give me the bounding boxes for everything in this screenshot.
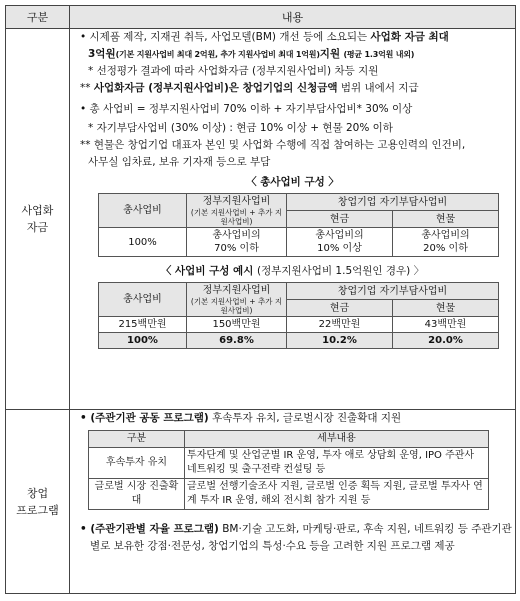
funding-note2-rest: 범위 내에서 지급 bbox=[340, 82, 419, 94]
t2-header-self: 창업기업 자기부담사업비 bbox=[287, 283, 499, 300]
prog-row-cat: 후속투자 유치 bbox=[89, 448, 185, 479]
prog-row bbox=[89, 479, 489, 510]
funding-note4-line1: ** 현물은 창업기업 대표자 본인 및 사업화 수행에 직접 참여하는 고용인력의 인건비, bbox=[80, 139, 466, 151]
t2-row-amounts: 215백만원 150백만원 22백만원 43백만원 bbox=[99, 317, 499, 333]
t1-header-gov-note: (기본 지원사업비 + 추가 지원사업비) bbox=[190, 208, 283, 226]
funding-note4-line2: 사무실 임차료, 보유 기자재 등으로 부담 bbox=[88, 156, 271, 168]
funding-bullet1-text: • 시제품 제작, 지재권 취득, 사업모델(BM) 개선 등에 소요되는 bbox=[80, 31, 368, 43]
t2-row-percent: 100% 69.8% 10.2% 20.0% bbox=[99, 333, 499, 349]
t1-cell-total: 100% bbox=[99, 228, 187, 257]
t1-cell-gov: 총사업비의 70% 이하 bbox=[187, 228, 287, 257]
t1-header-kind: 현물 bbox=[393, 211, 499, 228]
prog-row-detail: 글로벌 선행기술조사 지원, 글로벌 인증 획득 지원, 글로벌 투자사 연계 투자 IR 운영, 해외 전시회 참가 지원 등 bbox=[185, 479, 489, 510]
program-bullet2-bold: • (주관기관별 자율 프로그램) bbox=[80, 522, 219, 535]
header-category: 구분 bbox=[6, 6, 70, 29]
total-cost-table bbox=[98, 193, 499, 257]
program-content bbox=[70, 410, 516, 594]
program-category bbox=[6, 410, 70, 594]
funding-category bbox=[6, 29, 70, 410]
funding-note2-bold: 사업화자금 (정부지원사업비)은 창업기업의 신청금액 bbox=[93, 82, 338, 94]
program-table bbox=[88, 430, 489, 510]
t1-header-gov: 정부지원사업비 (기본 지원사업비 + 추가 지원사업비) bbox=[187, 194, 287, 228]
prog-row-detail: 투자단계 및 산업군별 IR 운영, 투자 애로 상담회 운영, IPO 주관사 네트워킹 및 출구전략 컨설팅 등 bbox=[185, 448, 489, 479]
program-category-line2: 프로그램 bbox=[16, 503, 59, 517]
funding-category-line2: 자금 bbox=[26, 221, 49, 234]
funding-max-amount: 3억원 bbox=[88, 48, 116, 60]
t1-header-self: 창업기업 자기부담사업비 bbox=[287, 194, 499, 211]
funding-row bbox=[6, 29, 516, 410]
funding-note3: * 자기부담사업비 (30% 이상) : 현금 10% 이상 + 현물 20% 이하 bbox=[88, 122, 393, 134]
t1-header-cash: 현금 bbox=[287, 211, 393, 228]
funding-content bbox=[70, 29, 516, 410]
header-content: 내용 bbox=[70, 6, 516, 29]
table2-title: 〈 사업비 구성 예시 (정부지원사업비 1.5억원인 경우) 〉 bbox=[160, 265, 425, 277]
main-table bbox=[5, 5, 516, 594]
t2-header-cash: 현금 bbox=[287, 300, 393, 317]
funding-note2-prefix: ** bbox=[80, 82, 91, 94]
prog-header-detail: 세부내용 bbox=[185, 431, 489, 448]
prog-row-cat: 글로벌 시장 진출확대 bbox=[89, 479, 185, 510]
program-bullet2-rest: BM·기술 고도화, 마케팅·판로, 후속 지원, 네트워킹 등 주관기관별로 보유한 강점·전문성, 창업기업의 특성·수요 등을 고려한 지원 프로그램 제공 bbox=[90, 522, 512, 552]
program-bullet1-bold: • (주관기관 공동 프로그램) bbox=[80, 412, 209, 424]
funding-bullet1-bold: 사업화 자금 최대 bbox=[370, 31, 449, 43]
prog-header-cat: 구분 bbox=[89, 431, 185, 448]
program-bullet1-rest: 후속투자 유치, 글로벌시장 진출확대 지원 bbox=[212, 412, 402, 424]
prog-row bbox=[89, 448, 489, 479]
t2-header-gov-note: (기본 지원사업비 + 추가 지원사업비) bbox=[190, 297, 283, 315]
t2-header-gov: 정부지원사업비 (기본 지원사업비 + 추가 지원사업비) bbox=[187, 283, 287, 317]
program-row bbox=[6, 410, 516, 594]
t2-header-kind: 현물 bbox=[393, 300, 499, 317]
t1-header-total: 총사업비 bbox=[99, 194, 187, 228]
example-cost-table bbox=[98, 282, 499, 349]
table1-title: 〈 총사업비 구성 〉 bbox=[246, 176, 339, 188]
funding-average: (평균 1.3억원 내외) bbox=[343, 50, 415, 59]
program-bullet2 bbox=[70, 521, 515, 555]
funding-max-detail: (기본 지원사업비 최대 2억원, 추가 지원사업비 최대 1억원) bbox=[115, 50, 320, 59]
t1-cell-cash: 총사업비의 10% 이상 bbox=[287, 228, 393, 257]
header-row bbox=[6, 6, 516, 29]
funding-note1: * 선정평가 결과에 따라 사업화자금 (정부지원사업비) 차등 지원 bbox=[88, 65, 379, 77]
funding-support-label: 지원 bbox=[319, 48, 341, 60]
t1-cell-kind: 총사업비의 20% 이하 bbox=[393, 228, 499, 257]
funding-bullet2: • 총 사업비 = 정부지원사업비 70% 이하 + 자기부담사업비* 30% 이상 bbox=[80, 103, 413, 115]
t2-header-total: 총사업비 bbox=[99, 283, 187, 317]
funding-category-line1: 사업화 bbox=[21, 204, 54, 217]
program-category-line1: 창업 bbox=[26, 486, 49, 500]
